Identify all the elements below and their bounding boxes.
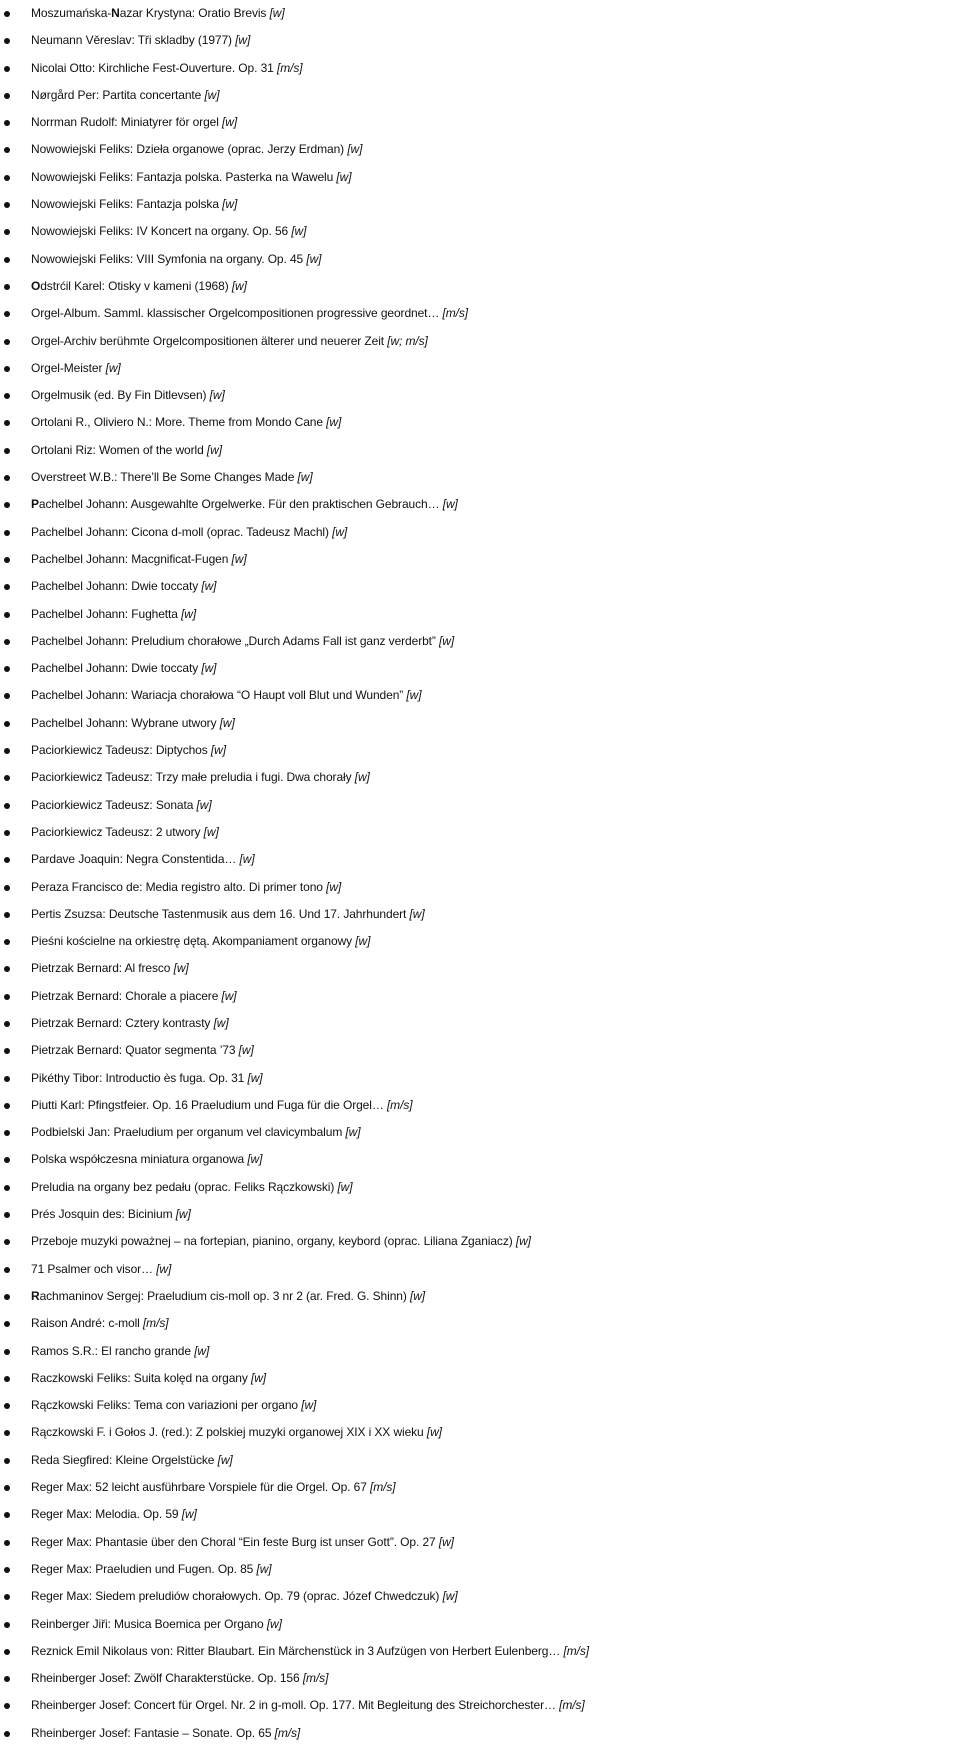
list-item xyxy=(0,164,960,191)
format-tag: [w] xyxy=(194,1343,210,1358)
bullet-icon xyxy=(4,1622,10,1628)
list-item xyxy=(0,1392,960,1419)
entry-text: Nowowiejski Feliks: Fantazja polska xyxy=(31,197,219,212)
list-item xyxy=(0,1146,960,1173)
format-tag: [w] xyxy=(336,169,352,184)
list-item xyxy=(0,355,960,382)
list-item xyxy=(0,55,960,82)
list-item xyxy=(0,955,960,982)
bullet-icon xyxy=(4,885,10,891)
entry-text: Reinberger Jiři: Musica Boemica per Organo xyxy=(31,1616,264,1631)
format-tag: [w] xyxy=(204,87,220,102)
bullet-icon xyxy=(4,693,10,699)
bullet-icon xyxy=(4,1458,10,1464)
list-item xyxy=(0,737,960,764)
list-item xyxy=(0,1065,960,1092)
format-tag: [w] xyxy=(297,470,313,485)
format-tag: [w] xyxy=(105,360,121,375)
bullet-icon xyxy=(4,1185,10,1191)
format-tag: [w] xyxy=(345,1125,361,1140)
list-item xyxy=(0,109,960,136)
bullet-icon xyxy=(4,147,10,153)
list-item xyxy=(0,1365,960,1392)
format-tag: [w] xyxy=(269,6,285,20)
format-tag: [w] xyxy=(256,1561,272,1576)
entry-text: Nowowiejski Feliks: VIII Symfonia na organy. Op. 45 xyxy=(31,251,304,266)
format-tag: [w] xyxy=(221,988,237,1003)
entry-text: Raison André: c-moll xyxy=(31,1316,140,1331)
list-item xyxy=(0,819,960,846)
list-item xyxy=(0,1638,960,1665)
format-tag: [w] xyxy=(238,1043,254,1058)
entry-text: Pachelbel Johann: Wybrane utwory xyxy=(31,715,217,730)
format-tag: [w] xyxy=(231,551,247,566)
bullet-icon xyxy=(4,93,10,99)
bullet-icon xyxy=(4,66,10,72)
entry-text: Pikéthy Tibor: Introductio ès fuga. Op. 31 xyxy=(31,1070,245,1085)
entry-text: Pachelbel Johann: Preludium chorałowe „Durch Adams Fall ist ganz verderbt” xyxy=(31,633,436,648)
entry-text: Ortolani R., Oliviero N.: More. Theme from Mondo Cane xyxy=(31,415,323,430)
bullet-icon xyxy=(4,612,10,618)
format-tag: [w] xyxy=(217,1452,233,1467)
bullet-icon xyxy=(4,38,10,44)
list-item xyxy=(0,1092,960,1119)
list-item xyxy=(0,901,960,928)
list-item xyxy=(0,628,960,655)
bullet-icon xyxy=(4,1567,10,1573)
format-tag: [w] xyxy=(291,224,307,239)
entry-text: Polska współczesna miniatura organowa xyxy=(31,1152,245,1167)
format-tag: [w] xyxy=(210,743,226,758)
format-tag: [w] xyxy=(222,115,238,130)
list-item xyxy=(0,1501,960,1528)
bullet-icon xyxy=(4,11,10,17)
bullet-icon xyxy=(4,1239,10,1245)
entry-text: Reger Max: Phantasie über den Choral “Ein feste Burg ist unser Gott”. Op. 27 xyxy=(31,1534,436,1549)
entry-text: Podbielski Jan: Praeludium per organum vel clavicymbalum xyxy=(31,1125,343,1140)
list-item xyxy=(0,82,960,109)
bullet-icon xyxy=(4,1430,10,1436)
entry-text: Raczkowski Feliks: Suita kolęd na organy xyxy=(31,1370,248,1385)
format-tag: [m/s] xyxy=(276,60,303,75)
entry-text: Paciorkiewicz Tadeusz: Trzy małe preludia i fugi. Dwa chorały xyxy=(31,770,352,785)
bullet-icon xyxy=(4,1649,10,1655)
entry-text: Rheinberger Josef: Fantasie – Sonate. Op. 65 xyxy=(31,1725,272,1740)
format-tag: [w] xyxy=(301,1398,317,1413)
entry-text: Pietrzak Bernard: Al fresco xyxy=(31,961,171,976)
list-item xyxy=(0,0,960,27)
bullet-icon xyxy=(4,339,10,345)
list-item xyxy=(0,218,960,245)
format-tag: [w] xyxy=(332,524,348,539)
format-tag: [w] xyxy=(426,1425,442,1440)
entry-text: azar Krystyna: Oratio Brevis xyxy=(119,6,267,20)
bullet-icon xyxy=(4,1594,10,1600)
entry-text: Reda Siegfired: Kleine Orgelstücke xyxy=(31,1452,215,1467)
format-tag: [w] xyxy=(409,1288,426,1303)
bullet-icon xyxy=(4,448,10,454)
bullet-icon xyxy=(4,393,10,399)
list-item xyxy=(0,601,960,628)
list-item xyxy=(0,682,960,709)
bullet-icon xyxy=(4,1103,10,1109)
list-item xyxy=(0,1720,960,1747)
entry-text: Pardave Joaquin: Negra Constentida… xyxy=(31,852,237,867)
entry-text: Reger Max: 52 leicht ausführbare Vorspiele für die Orgel. Op. 67 xyxy=(31,1480,367,1495)
entry-text: Pietrzak Bernard: Cztery kontrasty xyxy=(31,1015,211,1030)
entry-text: Pachelbel Johann: Wariacja chorałowa “O Haupt voll Blut und Wunden” xyxy=(31,688,404,703)
format-tag: [w] xyxy=(231,278,247,293)
entry-text: Pertis Zsuzsa: Deutsche Tastenmusik aus dem 16. Und 17. Jahrhundert xyxy=(31,906,407,921)
bullet-icon xyxy=(4,311,10,317)
format-tag: [w] xyxy=(206,442,222,457)
bullet-icon xyxy=(4,175,10,181)
format-tag: [w] xyxy=(196,797,212,812)
entry-text: Reger Max: Siedem preludiów chorałowych. Op. 79 (oprac. Józef Chwedczuk) xyxy=(31,1589,440,1604)
list-item xyxy=(0,655,960,682)
entry-text: Pachelbel Johann: Fughetta xyxy=(31,606,178,621)
bullet-icon xyxy=(4,912,10,918)
entry-text: Reger Max: Praeludien und Fugen. Op. 85 xyxy=(31,1561,254,1576)
bullet-icon xyxy=(4,994,10,1000)
format-tag: [w] xyxy=(409,906,425,921)
entry-text: Prés Josquin des: Bicinium xyxy=(31,1207,173,1222)
format-tag: [m/s] xyxy=(386,1097,413,1112)
format-tag: [w] xyxy=(337,1179,353,1194)
entry-text: Rączkowski Feliks: Tema con variazioni per organo xyxy=(31,1398,298,1413)
entry-initial: R xyxy=(31,1288,40,1303)
entry-text: Pietrzak Bernard: Chorale a piacere xyxy=(31,988,219,1003)
format-tag: [w] xyxy=(347,142,363,157)
entry-text: achmaninov Sergej: Praeludium cis-moll op. 3 nr 2 (ar. Fred. G. Shinn) xyxy=(39,1288,407,1303)
format-tag: [w] xyxy=(175,1207,191,1222)
list-item xyxy=(0,300,960,327)
format-tag: [w] xyxy=(266,1616,282,1631)
format-tag: [w; m/s] xyxy=(387,333,428,348)
entry-text: Przeboje muzyki poważnej – na fortepian, pianino, organy, keybord (oprac. Liliana Zganiacz) xyxy=(31,1234,513,1249)
list-item xyxy=(0,1310,960,1337)
list-item xyxy=(0,328,960,355)
entry-text: Orgel-Archiv berühmte Orgelcompositionen älterer und neuerer Zeit xyxy=(31,333,385,348)
format-tag: [w] xyxy=(354,770,370,785)
bullet-icon xyxy=(4,1048,10,1054)
bullet-icon xyxy=(4,966,10,972)
bullet-icon xyxy=(4,366,10,372)
bullet-icon xyxy=(4,1321,10,1327)
format-tag: [w] xyxy=(406,688,422,703)
format-tag: [w] xyxy=(235,33,251,48)
list-item xyxy=(0,573,960,600)
format-tag: [w] xyxy=(239,852,255,867)
bullet-icon xyxy=(4,939,10,945)
list-item xyxy=(0,1010,960,1037)
entry-text: Pachelbel Johann: Dwie toccaty xyxy=(31,579,199,594)
list-item xyxy=(0,1338,960,1365)
bullet-icon xyxy=(4,1403,10,1409)
format-tag: [w] xyxy=(247,1152,263,1167)
list-item xyxy=(0,1283,960,1310)
entry-text: Nicolai Otto: Kirchliche Fest-Ouverture. Op. 31 xyxy=(31,60,274,75)
list-item xyxy=(0,1692,960,1719)
entry-text: Pachelbel Johann: Cicona d-moll (oprac. Tadeusz Machl) xyxy=(31,524,329,539)
list-item xyxy=(0,764,960,791)
list-item xyxy=(0,519,960,546)
list-item xyxy=(0,136,960,163)
bullet-icon xyxy=(4,1157,10,1163)
bullet-icon xyxy=(4,1294,10,1300)
format-tag: [w] xyxy=(251,1370,267,1385)
entry-initial: N xyxy=(111,6,120,20)
list-item xyxy=(0,1037,960,1064)
format-tag: [w] xyxy=(156,1261,172,1276)
list-item xyxy=(0,546,960,573)
format-tag: [m/s] xyxy=(370,1480,396,1495)
entry-text: Nowowiejski Feliks: Fantazja polska. Pasterka na Wawelu xyxy=(31,169,334,184)
format-tag: [m/s] xyxy=(274,1725,301,1740)
entry-text: Orgel-Album. Samml. klassischer Orgelcompositionen progressive geordnet… xyxy=(31,306,440,321)
bullet-icon xyxy=(4,475,10,481)
entry-text: Neumann Věreslav: Tři skladby (1977) xyxy=(31,33,232,48)
list-item xyxy=(0,409,960,436)
format-tag: [w] xyxy=(326,415,342,430)
bullet-icon xyxy=(4,1130,10,1136)
list-item xyxy=(0,382,960,409)
entry-text: Paciorkiewicz Tadeusz: Sonata xyxy=(31,797,194,812)
bullet-icon xyxy=(4,202,10,208)
entry-text: Peraza Francisco de: Media registro alto. Di primer tono xyxy=(31,879,323,894)
bullet-icon xyxy=(4,666,10,672)
bullet-icon xyxy=(4,1349,10,1355)
format-tag: [w] xyxy=(181,1507,197,1522)
list-item xyxy=(0,1474,960,1501)
list-item xyxy=(0,191,960,218)
entry-text: Pieśni kościelne na orkiestrę dętą. Akompaniament organowy xyxy=(31,934,353,949)
list-item xyxy=(0,437,960,464)
list-item xyxy=(0,1583,960,1610)
bullet-icon xyxy=(4,775,10,781)
format-tag: [w] xyxy=(222,197,238,212)
entry-initial: P xyxy=(31,497,39,512)
bullet-icon xyxy=(4,1212,10,1218)
bullet-icon xyxy=(4,857,10,863)
bullet-icon xyxy=(4,803,10,809)
bullet-icon xyxy=(4,229,10,235)
bullet-icon xyxy=(4,1676,10,1682)
bullet-icon xyxy=(4,420,10,426)
entry-text: Orgel-Meister xyxy=(31,360,103,375)
entry-text: Pachelbel Johann: Macgnificat-Fugen xyxy=(31,551,229,566)
entry-text: Rączkowski F. i Gołos J. (red.): Z polskiej muzyki organowej XIX i XX wieku xyxy=(31,1425,424,1440)
format-tag: [w] xyxy=(201,579,217,594)
format-tag: [w] xyxy=(173,961,189,976)
list-item xyxy=(0,1529,960,1556)
format-tag: [m/s] xyxy=(563,1643,589,1658)
list-item xyxy=(0,1556,960,1583)
bullet-icon xyxy=(4,1703,10,1709)
bullet-icon xyxy=(4,284,10,290)
format-tag: [w] xyxy=(213,1015,229,1030)
list-item xyxy=(0,710,960,737)
format-tag: [w] xyxy=(203,824,219,839)
bullet-icon xyxy=(4,1267,10,1273)
list-item xyxy=(0,874,960,901)
list-item xyxy=(0,491,960,518)
entry-text: Orgelmusik (ed. By Fin Ditlevsen) xyxy=(31,388,207,403)
entry-text: Reger Max: Melodia. Op. 59 xyxy=(31,1507,179,1522)
format-tag: [w] xyxy=(442,497,458,512)
list-item xyxy=(0,983,960,1010)
format-tag: [w] xyxy=(201,661,217,676)
bullet-icon xyxy=(4,1376,10,1382)
list-item xyxy=(0,1611,960,1638)
bullet-icon xyxy=(4,639,10,645)
bullet-icon xyxy=(4,120,10,126)
list-item xyxy=(0,1228,960,1255)
list-item xyxy=(0,928,960,955)
entry-initial: O xyxy=(31,278,41,293)
list-item xyxy=(0,846,960,873)
format-tag: [m/s] xyxy=(442,306,469,321)
bullet-icon xyxy=(4,1021,10,1027)
list-item xyxy=(0,792,960,819)
list-item xyxy=(0,1665,960,1692)
entry-text: Reznick Emil Nikolaus von: Ritter Blaubart. Ein Märchenstück in 3 Aufzügen von Herbert Eulenberg… xyxy=(31,1643,561,1658)
bullet-icon xyxy=(4,584,10,590)
entry-text: Overstreet W.B.: There’ll Be Some Changes Made xyxy=(31,470,295,485)
entry-text: Piutti Karl: Pfingstfeier. Op. 16 Praeludium und Fuga für die Orgel… xyxy=(31,1097,384,1112)
entry-text: Rheinberger Josef: Concert für Orgel. Nr. 2 in g-moll. Op. 177. Mit Begleitung des Streichorchester… xyxy=(31,1698,556,1713)
list-item xyxy=(0,464,960,491)
bullet-icon xyxy=(4,1076,10,1082)
bullet-icon xyxy=(4,530,10,536)
entry-text: Norrman Rudolf: Miniatyrer för orgel xyxy=(31,115,219,130)
format-tag: [w] xyxy=(181,606,197,621)
format-tag: [w] xyxy=(247,1070,263,1085)
list-item xyxy=(0,1201,960,1228)
bullet-icon xyxy=(4,502,10,508)
entry-text: Preludia na organy bez pedału (oprac. Feliks Rączkowski) xyxy=(31,1179,335,1194)
bullet-icon xyxy=(4,1540,10,1546)
format-tag: [w] xyxy=(442,1589,458,1604)
list-item xyxy=(0,1174,960,1201)
format-tag: [m/s] xyxy=(559,1698,585,1713)
list-item xyxy=(0,1419,960,1446)
entry-text: Moszumańska- xyxy=(31,6,112,20)
bullet-icon xyxy=(4,748,10,754)
entry-text: Pietrzak Bernard: Quator segmenta ’73 xyxy=(31,1043,236,1058)
format-tag: [w] xyxy=(515,1234,531,1249)
entry-text: achelbel Johann: Ausgewahlte Orgelwerke. Für den praktischen Gebrauch… xyxy=(38,497,440,512)
format-tag: [m/s] xyxy=(142,1316,169,1331)
entry-text: Pachelbel Johann: Dwie toccaty xyxy=(31,661,199,676)
format-tag: [w] xyxy=(355,934,371,949)
entry-text: Nowowiejski Feliks: Dzieła organowe (oprac. Jerzy Erdman) xyxy=(31,142,345,157)
bullet-icon xyxy=(4,1485,10,1491)
entry-text: 71 Psalmer och visor… xyxy=(31,1261,153,1276)
list-item xyxy=(0,1447,960,1474)
entry-text: dstrćil Karel: Otisky v kameni (1968) xyxy=(40,278,229,293)
list-item xyxy=(0,1256,960,1283)
format-tag: [w] xyxy=(209,388,225,403)
list-item xyxy=(0,1119,960,1146)
format-tag: [w] xyxy=(306,251,322,266)
format-tag: [w] xyxy=(439,633,455,648)
entry-text: Paciorkiewicz Tadeusz: Diptychos xyxy=(31,743,208,758)
bullet-icon xyxy=(4,257,10,263)
entry-text: Paciorkiewicz Tadeusz: 2 utwory xyxy=(31,824,201,839)
bullet-icon xyxy=(4,1731,10,1737)
list-item xyxy=(0,27,960,54)
entry-text: Ortolani Riz: Women of the world xyxy=(31,442,204,457)
format-tag: [m/s] xyxy=(302,1671,329,1686)
list-item xyxy=(0,273,960,300)
bullet-icon xyxy=(4,557,10,563)
list-item xyxy=(0,246,960,273)
entry-text: Nowowiejski Feliks: IV Koncert na organy. Op. 56 xyxy=(31,224,289,239)
bullet-icon xyxy=(4,830,10,836)
entry-text: Ramos S.R.: El rancho grande xyxy=(31,1343,191,1358)
entry-text: Nørgård Per: Partita concertante xyxy=(31,87,202,102)
entry-text: Rheinberger Josef: Zwölf Charakterstücke. Op. 156 xyxy=(31,1671,300,1686)
format-tag: [w] xyxy=(438,1534,454,1549)
bullet-icon xyxy=(4,1512,10,1518)
format-tag: [w] xyxy=(326,879,342,894)
format-tag: [w] xyxy=(219,715,235,730)
bullet-icon xyxy=(4,721,10,727)
